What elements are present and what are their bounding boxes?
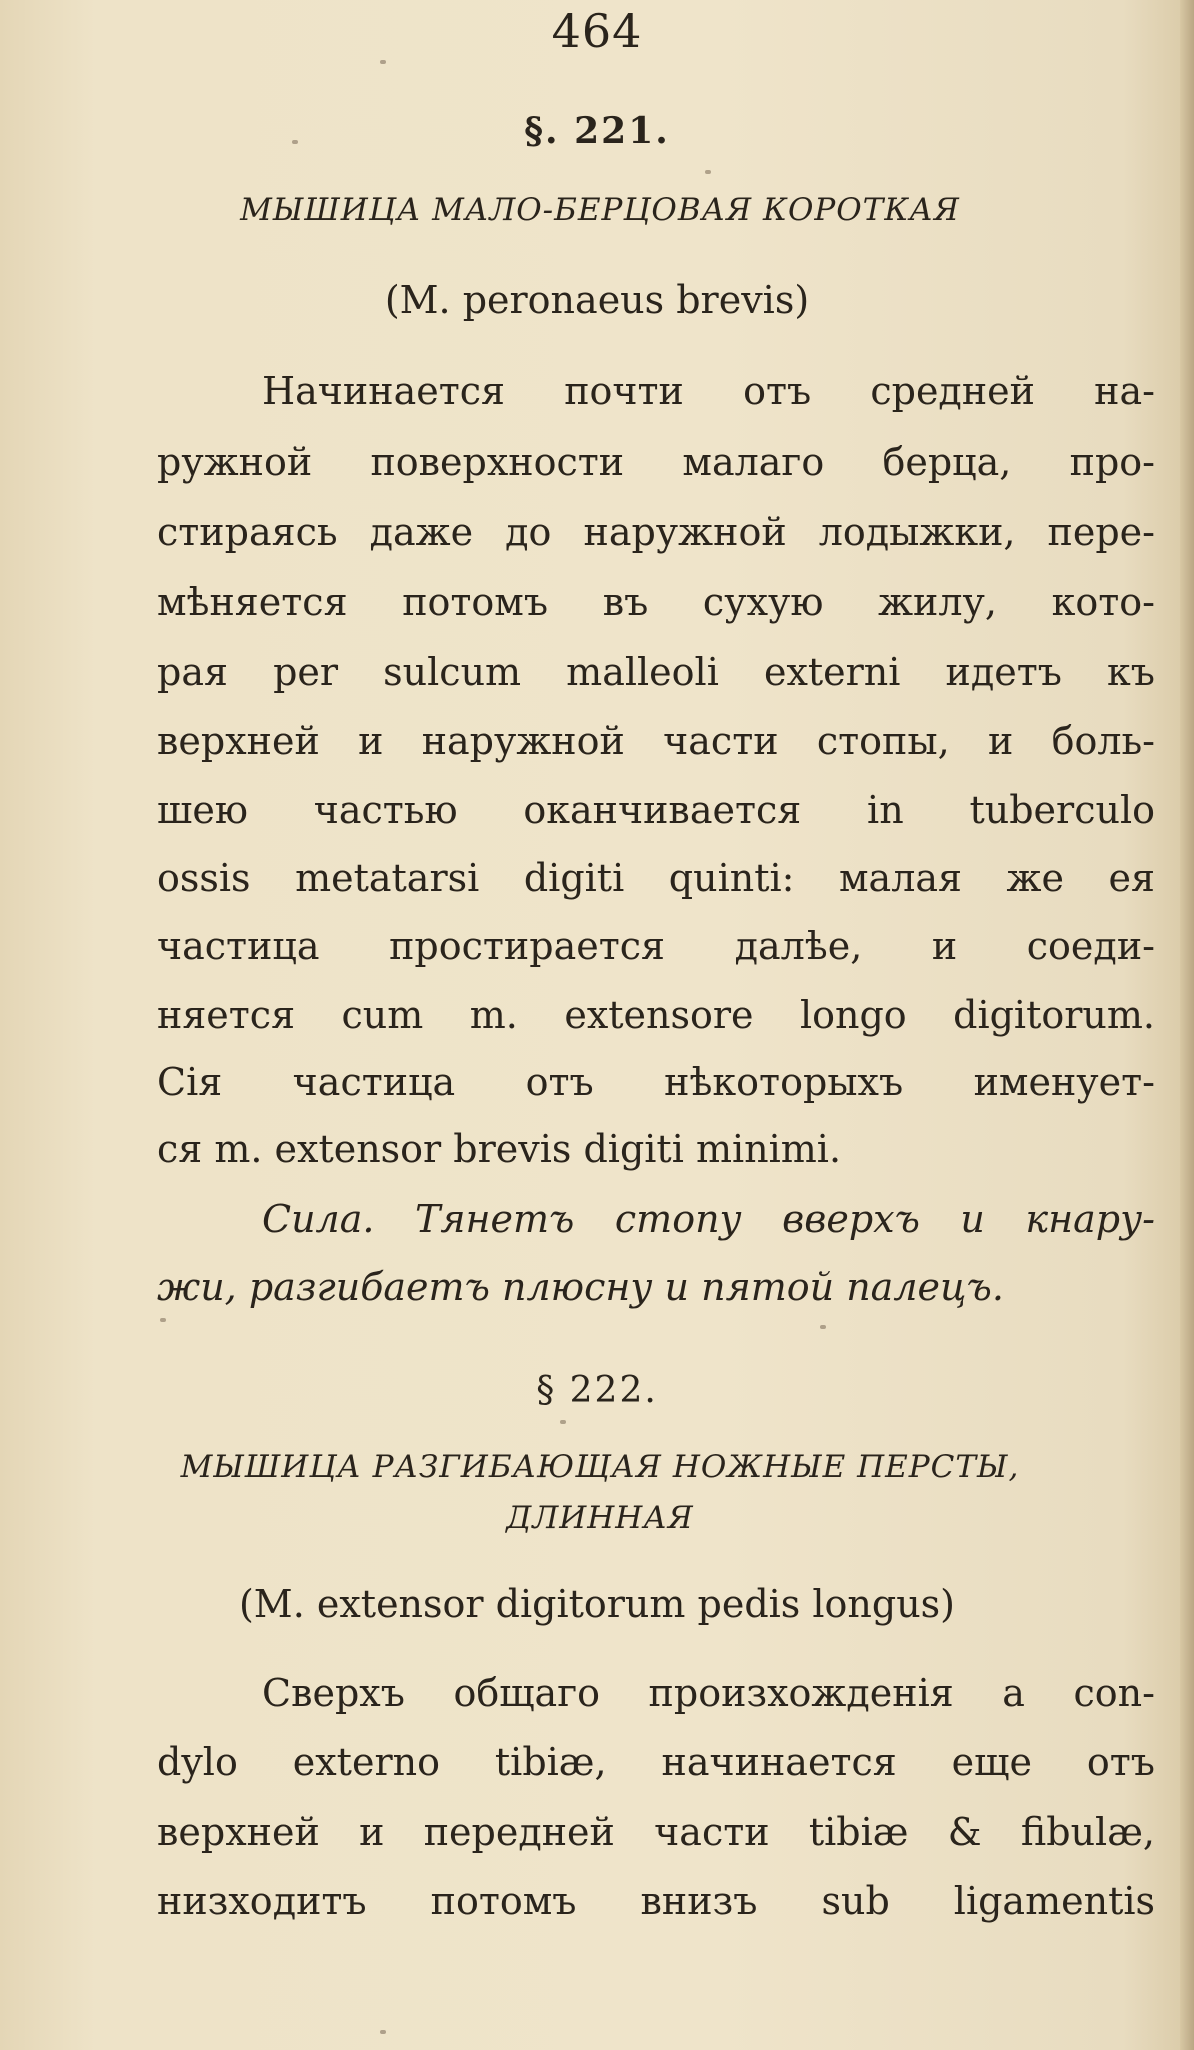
body-line: Сверхъ общаго произхожденія а con-: [262, 1671, 1155, 1715]
section-title-222-line1: МЫШИЦА РАЗГИБАЮЩАЯ НОЖНЫЕ ПЕРСТЫ,: [180, 1449, 1020, 1485]
body-line: ся m. extensor brevis digiti minimi.: [157, 1127, 842, 1171]
ink-speck: [820, 1325, 826, 1329]
page-number: 464: [551, 4, 643, 58]
body-line: низходитъ потомъ внизъ sub ligamentis: [157, 1879, 1155, 1923]
body-line: стираясь даже до наружной лодыжки, пере-: [157, 510, 1155, 554]
body-line: верхней и передней части tibiæ & fibulæ,: [157, 1810, 1155, 1854]
body-line: частица простирается далѣе, и соеди-: [157, 924, 1155, 968]
body-line: ружной поверхности малаго берца, про-: [157, 440, 1155, 484]
body-line: шею частью оканчивается in tuberculo: [157, 788, 1155, 832]
body-line: Начинается почти отъ средней на-: [262, 369, 1155, 413]
latin-name-221: (M. peronaeus brevis): [384, 278, 810, 322]
section-number-222: § 222.: [536, 1370, 658, 1411]
body-line: няется cum m. extensore longo digitorum.: [157, 993, 1155, 1037]
strength-line: жи, разгибаетъ плюсну и пятой палецъ.: [157, 1265, 1004, 1309]
latin-name-222: (M. extensor digitorum pedis longus): [238, 1582, 956, 1626]
body-line: мѣняется потомъ въ сухую жилу, кото-: [157, 580, 1155, 624]
section-number-221: §. 221.: [524, 110, 670, 152]
section-title-221: МЫШИЦА МАЛО-БЕРЦОВАЯ КОРОТКАЯ: [240, 192, 960, 228]
body-line: верхней и наружной части стопы, и боль-: [157, 719, 1155, 763]
strength-line: Сила. Тянетъ стопу вверхъ и кнару-: [262, 1197, 1155, 1241]
ink-speck: [292, 140, 298, 144]
body-line: ossis metatarsi digiti quinti: малая же ея: [157, 856, 1155, 900]
ink-speck: [380, 60, 386, 64]
ink-speck: [380, 2030, 386, 2034]
ink-speck: [705, 170, 711, 174]
body-line: dylo externo tibiæ, начинается еще отъ: [157, 1740, 1155, 1784]
ink-speck: [160, 1318, 166, 1322]
body-line: рая per sulcum malleoli externi идетъ къ: [157, 650, 1155, 694]
ink-speck: [560, 1420, 566, 1424]
body-line: Сія частица отъ нѣкоторыхъ именует-: [157, 1060, 1155, 1104]
section-title-222-line2: ДЛИННАЯ: [506, 1500, 694, 1536]
